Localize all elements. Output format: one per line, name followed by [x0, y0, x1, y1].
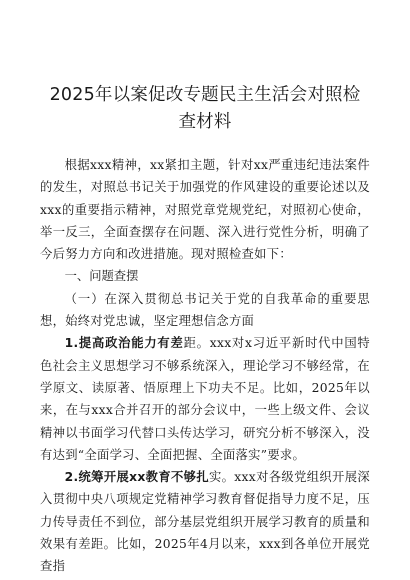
subsection-heading: （一）在深入贯彻总书记关于党的自我革命的重要思想，始终对党忠诚，坚定理想信念方面 [40, 291, 370, 329]
document-title: 2025年以案促改专题民主生活会对照检查材料 [49, 85, 361, 132]
item-lead: 1.提高政治能力有差 [64, 336, 184, 351]
item-body: 实。xxx对各级党组织开展深入贯彻中央八项规定党精神学习教育督促指导力度不足，压力传导责任不到位，部分基层党组织开展学习教育的质量和效果有差距。比如，2025年4月以来，xxx到各单位开展党查指 [40, 470, 370, 574]
item-body: 距。xxx对x习近平新时代中国特色社会主义思想学习不够系统深入，理论学习不够经常，在学原文、读原著、悟原理上下功夫不足。比如，2025年以来，在与xxx合并召开的部分会议中，一些上级文件、会议精神以书面学习代替口头传达学习，研究分析不够深入，没有达到“全面学习、全面把握、全面落实”要求。 [40, 336, 370, 462]
section-heading-problems: 一、问题查摆 [64, 269, 139, 284]
item-lead: 2.统筹开展xx教育不够扎 [64, 470, 209, 485]
item-education [40, 466, 370, 577]
item-political-ability [40, 332, 370, 466]
intro-paragraph: 根据xxx精神，xx紧扣主题，针对xx严重违纪违法案件的发生，对照总书记关于加强党的作风建设的重要论述以及xxx的重要指示精神，对照党章党规党纪，对照初心使命，举一反三，全面查摆存在问题、深入进行党性分析，明确了今后努力方向和改进措施。现对照检查如下： [40, 158, 370, 262]
